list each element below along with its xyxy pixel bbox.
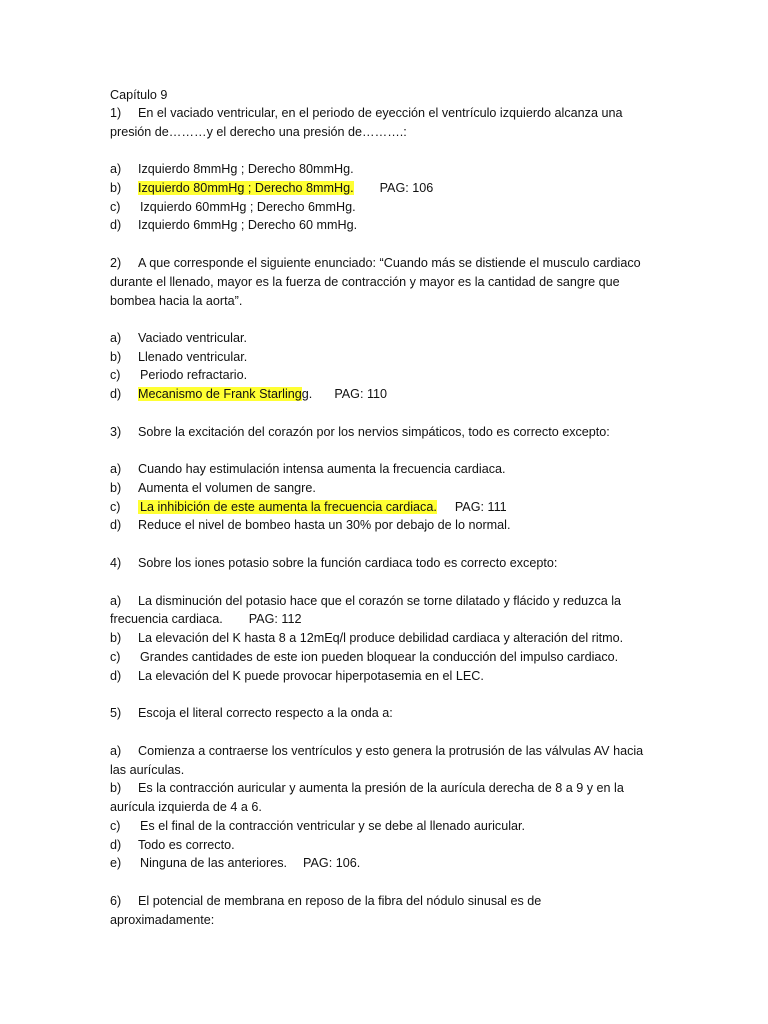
option-3a — [110, 460, 506, 478]
question-text: A que corresponde el siguiente enunciado: “Cuando más se distiende el musculo cardiaco — [138, 256, 641, 270]
option-5b-continuation: aurícula izquierda de 4 a 6. — [110, 800, 262, 814]
option-4a-continuation — [110, 610, 301, 628]
option-text: Todo es correcto. — [138, 838, 235, 852]
option-5c — [110, 817, 525, 835]
question-3-line-1 — [110, 423, 610, 441]
option-text: Cuando hay estimulación intensa aumenta la frecuencia cardiaca. — [138, 462, 506, 476]
chapter-title: Capítulo 9 — [110, 88, 168, 102]
question-text: Escoja el literal correcto respecto a la onda a: — [138, 706, 393, 720]
option-text-highlighted: Mecanismo de Frank Starling — [138, 387, 302, 401]
question-text: Sobre la excitación del corazón por los nervios simpáticos, todo es correcto excepto: — [138, 425, 610, 439]
option-letter: c) — [110, 500, 121, 514]
question-number: 3) — [110, 425, 122, 439]
option-letter: b) — [110, 631, 122, 645]
question-5-line-1 — [110, 704, 393, 722]
option-text: Vaciado ventricular. — [138, 331, 247, 345]
question-6-line-1 — [110, 892, 541, 910]
option-letter: a) — [110, 744, 122, 758]
question-4-line-1 — [110, 554, 557, 572]
question-text: Sobre los iones potasio sobre la función cardiaca todo es correcto excepto: — [138, 556, 558, 570]
question-2-line-1 — [110, 254, 641, 272]
question-number: 2) — [110, 256, 122, 270]
question-2-line-2: durante el llenado, mayor es la fuerza de contracción y mayor es la cantidad de sangre que — [110, 275, 620, 289]
option-5d — [110, 836, 235, 854]
option-5e — [110, 854, 360, 872]
option-4d — [110, 667, 484, 685]
option-letter: d) — [110, 518, 122, 532]
option-text: Izquierdo 6mmHg ; Derecho 60 mmHg. — [138, 218, 358, 232]
option-2a — [110, 329, 247, 347]
option-letter: b) — [110, 181, 122, 195]
option-1c — [110, 198, 356, 216]
option-text: Llenado ventricular. — [138, 350, 248, 364]
option-letter: c) — [110, 650, 121, 664]
option-letter: a) — [110, 594, 122, 608]
option-letter: e) — [110, 856, 122, 870]
option-2b — [110, 348, 247, 366]
option-letter: c) — [110, 200, 121, 214]
option-text: La elevación del K puede provocar hiperpotasemia en el LEC. — [138, 669, 484, 683]
option-text: Grandes cantidades de este ion pueden bloquear la conducción del impulso cardiaco. — [140, 650, 619, 664]
option-1b — [110, 179, 433, 197]
option-text: Es la contracción auricular y aumenta la presión de la aurícula derecha de 8 a 9 y en la — [138, 781, 624, 795]
option-4a — [110, 592, 621, 610]
option-letter: a) — [110, 331, 122, 345]
option-2c — [110, 366, 247, 384]
question-1-line-2: presión de………y el derecho una presión de……….: — [110, 125, 407, 139]
option-3d — [110, 516, 510, 534]
option-5b — [110, 779, 624, 797]
option-letter: b) — [110, 481, 122, 495]
option-5a — [110, 742, 643, 760]
page-reference: PAG: 110 — [334, 387, 388, 401]
option-letter: b) — [110, 350, 122, 364]
option-letter: b) — [110, 781, 122, 795]
option-1a — [110, 160, 354, 178]
option-text: Comienza a contraerse los ventrículos y esto genera la protrusión de las válvulas AV hacia — [138, 744, 644, 758]
option-2d — [110, 385, 387, 403]
question-6-line-2: aproximadamente: — [110, 913, 215, 927]
option-text: Ninguna de las anteriores. — [140, 856, 288, 870]
option-3c — [110, 498, 507, 516]
question-text: El potencial de membrana en reposo de la fibra del nódulo sinusal es de — [138, 894, 542, 908]
option-text: Izquierdo 60mmHg ; Derecho 6mmHg. — [140, 200, 356, 214]
page-reference: PAG: 111 — [454, 500, 507, 514]
question-number: 1) — [110, 106, 122, 120]
page-reference: PAG: 106 — [379, 181, 434, 195]
option-text-highlighted: La inhibición de este aumenta la frecuencia cardiaca. — [140, 500, 437, 514]
question-2-line-3: bombea hacia la aorta”. — [110, 294, 243, 308]
option-1d — [110, 216, 357, 234]
option-letter: d) — [110, 218, 122, 232]
question-number: 6) — [110, 894, 122, 908]
option-text: Izquierdo 8mmHg ; Derecho 80mmHg. — [138, 162, 354, 176]
option-text-suffix: g. — [301, 387, 313, 401]
option-5a-continuation: las aurículas. — [110, 763, 185, 777]
option-letter: a) — [110, 462, 122, 476]
option-letter: d) — [110, 669, 122, 683]
option-text: Reduce el nivel de bombeo hasta un 30% por debajo de lo normal. — [138, 518, 511, 532]
question-1-line-1 — [110, 104, 622, 122]
option-text: La disminución del potasio hace que el corazón se torne dilatado y flácido y reduzca la — [138, 594, 622, 608]
option-letter: a) — [110, 162, 122, 176]
option-letter: d) — [110, 387, 122, 401]
page-reference: PAG: 112 — [248, 612, 302, 626]
option-4c — [110, 648, 618, 666]
option-4b — [110, 629, 623, 647]
option-text-continuation: frecuencia cardiaca. — [110, 612, 223, 626]
option-letter: d) — [110, 838, 122, 852]
page-reference: PAG: 106. — [303, 856, 361, 870]
question-number: 4) — [110, 556, 122, 570]
option-text: Es el final de la contracción ventricular y se debe al llenado auricular. — [140, 819, 526, 833]
option-letter: c) — [110, 368, 121, 382]
question-number: 5) — [110, 706, 122, 720]
option-text: Periodo refractario. — [140, 368, 248, 382]
option-text-highlighted: Izquierdo 80mmHg ; Derecho 8mmHg. — [138, 181, 354, 195]
option-text: Aumenta el volumen de sangre. — [138, 481, 316, 495]
question-text: En el vaciado ventricular, en el periodo de eyección el ventrículo izquierdo alcanza una — [138, 106, 623, 120]
option-letter: c) — [110, 819, 121, 833]
option-3b — [110, 479, 316, 497]
option-text: La elevación del K hasta 8 a 12mEq/l produce debilidad cardiaca y alteración del ritmo. — [138, 631, 624, 645]
